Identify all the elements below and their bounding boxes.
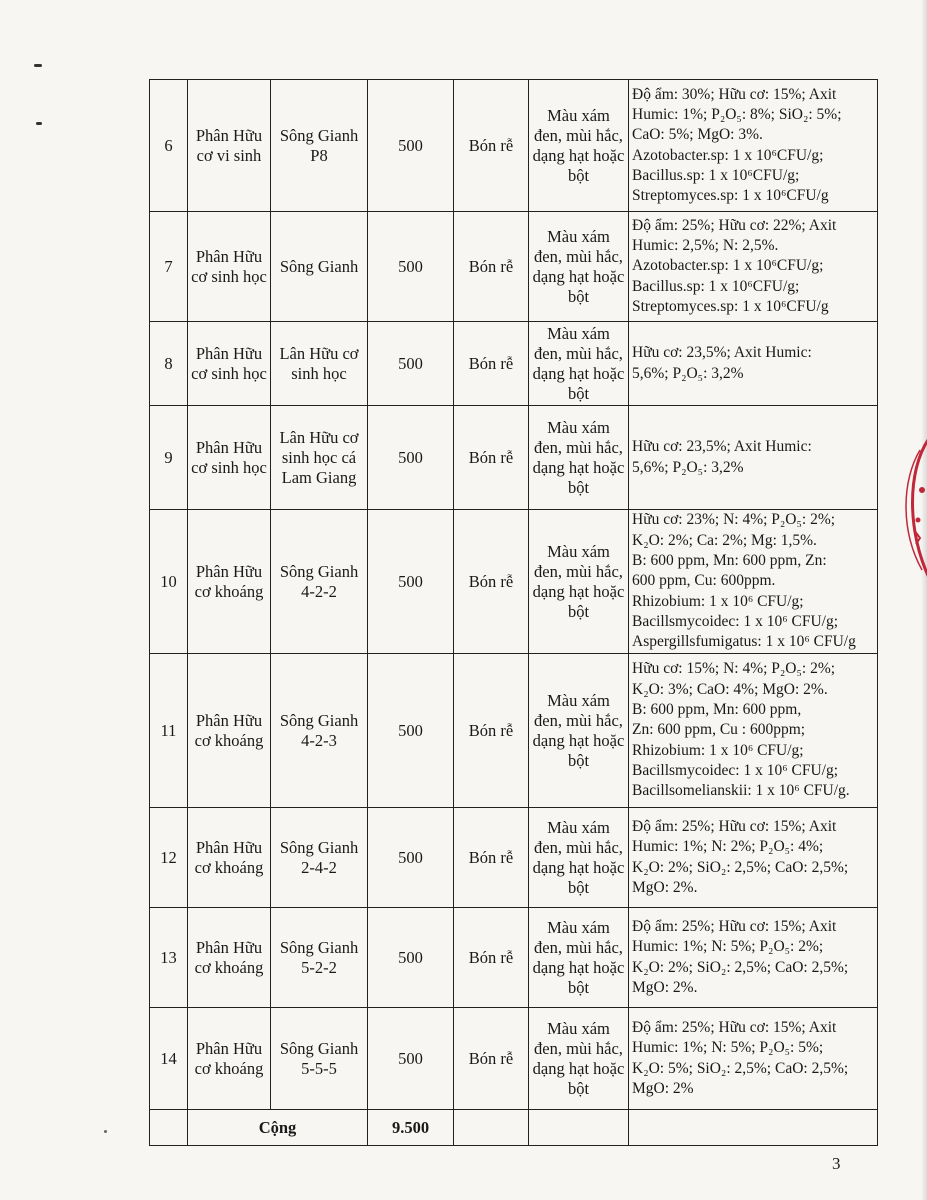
usage-method: Bón rễ	[454, 510, 529, 654]
spec-line: Streptomyces.sp: 1 x 10⁶CFU/g	[632, 297, 829, 315]
usage-method: Bón rễ	[454, 1008, 529, 1110]
fertilizer-type: Phân Hữu cơ khoáng	[188, 1008, 271, 1110]
quantity: 500	[368, 322, 454, 406]
total-label: Cộng	[188, 1110, 368, 1146]
specifications	[629, 808, 878, 908]
table-row	[150, 510, 878, 654]
specifications	[629, 80, 878, 212]
row-number: 8	[150, 322, 188, 406]
usage-method: Bón rễ	[454, 908, 529, 1008]
spec-line: Độ ẩm: 25%; Hữu cơ: 15%; Axit	[632, 817, 837, 835]
quantity: 500	[368, 908, 454, 1008]
spec-line: Humic: 1%; N: 2%; P₂O₅: 4%;	[632, 838, 824, 856]
table-body	[150, 80, 878, 1146]
appearance: Màu xám đen, mùi hắc, dạng hạt hoặc bột	[529, 1008, 629, 1110]
product-name: Sông Gianh 2-4-2	[271, 808, 368, 908]
appearance: Màu xám đen, mùi hắc, dạng hạt hoặc bột	[529, 654, 629, 808]
appearance: Màu xám đen, mùi hắc, dạng hạt hoặc bột	[529, 212, 629, 322]
spec-line: Độ ẩm: 25%; Hữu cơ: 22%; Axit	[632, 216, 837, 234]
spec-line: Humic: 1%; N: 5%; P₂O₅: 5%;	[632, 1039, 824, 1057]
spec-line: Streptomyces.sp: 1 x 10⁶CFU/g	[632, 187, 829, 205]
spec-line: Bacillsmycoidec: 1 x 10⁶ CFU/g;	[632, 612, 839, 630]
appearance: Màu xám đen, mùi hắc, dạng hạt hoặc bột	[529, 80, 629, 212]
spec-line: MgO: 2%.	[632, 878, 698, 896]
appearance: Màu xám đen, mùi hắc, dạng hạt hoặc bột	[529, 510, 629, 654]
product-name: Sông Gianh	[271, 212, 368, 322]
appearance: Màu xám đen, mùi hắc, dạng hạt hoặc bột	[529, 322, 629, 406]
table-row	[150, 1008, 878, 1110]
product-name: Sông Gianh 4-2-3	[271, 654, 368, 808]
product-name: Sông Gianh 5-2-2	[271, 908, 368, 1008]
spec-line: Rhizobium: 1 x 10⁶ CFU/g;	[632, 741, 804, 759]
usage-method: Bón rễ	[454, 80, 529, 212]
fertilizer-type: Phân Hữu cơ khoáng	[188, 808, 271, 908]
total-row	[150, 1110, 878, 1146]
product-name: Lân Hữu cơ sinh học	[271, 322, 368, 406]
row-number: 12	[150, 808, 188, 908]
fertilizer-type: Phân Hữu cơ sinh học	[188, 406, 271, 510]
specifications	[629, 1008, 878, 1110]
product-name: Sông Gianh P8	[271, 80, 368, 212]
row-number: 14	[150, 1008, 188, 1110]
table-row	[150, 80, 878, 212]
fertilizer-type: Phân Hữu cơ khoáng	[188, 908, 271, 1008]
spec-line: B: 600 ppm, Mn: 600 ppm,	[632, 701, 802, 719]
fertilizer-table	[149, 79, 878, 1146]
product-name: Sông Gianh 5-5-5	[271, 1008, 368, 1110]
spec-line: B: 600 ppm, Mn: 600 ppm, Zn:	[632, 552, 827, 570]
specifications	[629, 654, 878, 808]
empty-cell	[454, 1110, 529, 1146]
spec-line: Hữu cơ: 23,5%; Axit Humic:	[632, 438, 812, 456]
quantity: 500	[368, 510, 454, 654]
quantity: 500	[368, 1008, 454, 1110]
row-number: 7	[150, 212, 188, 322]
appearance: Màu xám đen, mùi hắc, dạng hạt hoặc bột	[529, 406, 629, 510]
usage-method: Bón rễ	[454, 808, 529, 908]
spec-line: K₂O: 2%; SiO₂: 2,5%; CaO: 2,5%;	[632, 858, 849, 876]
spec-line: MgO: 2%	[632, 1079, 694, 1097]
fertilizer-type: Phân Hữu cơ sinh học	[188, 322, 271, 406]
spec-line: CaO: 5%; MgO: 3%.	[632, 126, 763, 144]
table-row	[150, 406, 878, 510]
quantity: 500	[368, 212, 454, 322]
usage-method: Bón rễ	[454, 406, 529, 510]
product-name: Sông Gianh 4-2-2	[271, 510, 368, 654]
row-number: 9	[150, 406, 188, 510]
table-row	[150, 808, 878, 908]
quantity: 500	[368, 80, 454, 212]
spec-line: Bacillsomelianskii: 1 x 10⁶ CFU/g.	[632, 782, 850, 800]
spec-line: Zn: 600 ppm, Cu : 600ppm;	[632, 721, 806, 739]
spec-line: 5,6%; P₂O₅: 3,2%	[632, 458, 744, 476]
spec-line: K₂O: 5%; SiO₂: 2,5%; CaO: 2,5%;	[632, 1059, 849, 1077]
spec-line: Hữu cơ: 23%; N: 4%; P₂O₅: 2%;	[632, 511, 836, 529]
margin-mark	[34, 64, 42, 67]
spec-line: Bacillsmycoidec: 1 x 10⁶ CFU/g;	[632, 761, 839, 779]
spec-line: Độ ẩm: 25%; Hữu cơ: 15%; Axit	[632, 917, 837, 935]
table-row	[150, 212, 878, 322]
spec-line: Aspergillsfumigatus: 1 x 10⁶ CFU/g	[632, 633, 856, 651]
quantity: 500	[368, 654, 454, 808]
usage-method: Bón rễ	[454, 322, 529, 406]
specifications	[629, 510, 878, 654]
spec-line: Humic: 1%; P₂O₅: 8%; SiO₂: 5%;	[632, 105, 842, 123]
empty-cell	[150, 1110, 188, 1146]
table-row	[150, 654, 878, 808]
specifications	[629, 212, 878, 322]
row-number: 13	[150, 908, 188, 1008]
product-name: Lân Hữu cơ sinh học cá Lam Giang	[271, 406, 368, 510]
spec-line: Hữu cơ: 23,5%; Axit Humic:	[632, 344, 812, 362]
spec-line: Humic: 2,5%; N: 2,5%.	[632, 237, 779, 255]
spec-line: Bacillus.sp: 1 x 10⁶CFU/g;	[632, 166, 800, 184]
fertilizer-type: Phân Hữu cơ vi sinh	[188, 80, 271, 212]
specifications	[629, 908, 878, 1008]
margin-mark	[36, 122, 42, 125]
quantity: 500	[368, 406, 454, 510]
row-number: 10	[150, 510, 188, 654]
spec-line: K₂O: 2%; Ca: 2%; Mg: 1,5%.	[632, 531, 817, 549]
spec-line: 5,6%; P₂O₅: 3,2%	[632, 364, 744, 382]
fertilizer-type: Phân Hữu cơ sinh học	[188, 212, 271, 322]
spec-line: MgO: 2%.	[632, 978, 698, 996]
row-number: 6	[150, 80, 188, 212]
red-stamp-fragment	[900, 430, 927, 590]
usage-method: Bón rễ	[454, 212, 529, 322]
spec-line: K₂O: 2%; SiO₂: 2,5%; CaO: 2,5%;	[632, 958, 849, 976]
spec-line: Rhizobium: 1 x 10⁶ CFU/g;	[632, 592, 804, 610]
spec-line: Azotobacter.sp: 1 x 10⁶CFU/g;	[632, 146, 824, 164]
specifications	[629, 322, 878, 406]
appearance: Màu xám đen, mùi hắc, dạng hạt hoặc bột	[529, 908, 629, 1008]
table-row	[150, 908, 878, 1008]
spec-line: Hữu cơ: 15%; N: 4%; P₂O₅: 2%;	[632, 660, 836, 678]
quantity: 500	[368, 808, 454, 908]
spec-line: Bacillus.sp: 1 x 10⁶CFU/g;	[632, 277, 800, 295]
empty-cell	[629, 1110, 878, 1146]
margin-mark	[104, 1130, 107, 1133]
appearance: Màu xám đen, mùi hắc, dạng hạt hoặc bột	[529, 808, 629, 908]
spec-line: K₂O: 3%; CaO: 4%; MgO: 2%.	[632, 680, 828, 698]
spec-line: 600 ppm, Cu: 600ppm.	[632, 572, 776, 590]
usage-method: Bón rễ	[454, 654, 529, 808]
fertilizer-type: Phân Hữu cơ khoáng	[188, 510, 271, 654]
spec-line: Humic: 1%; N: 5%; P₂O₅: 2%;	[632, 938, 824, 956]
empty-cell	[529, 1110, 629, 1146]
page-number: 3	[832, 1154, 841, 1173]
row-number: 11	[150, 654, 188, 808]
spec-line: Độ ẩm: 25%; Hữu cơ: 15%; Axit	[632, 1018, 837, 1036]
page-edge	[921, 0, 927, 1200]
table-row	[150, 322, 878, 406]
specifications	[629, 406, 878, 510]
spec-line: Độ ẩm: 30%; Hữu cơ: 15%; Axit	[632, 85, 837, 103]
spec-line: Azotobacter.sp: 1 x 10⁶CFU/g;	[632, 257, 824, 275]
total-value: 9.500	[368, 1110, 454, 1146]
fertilizer-type: Phân Hữu cơ khoáng	[188, 654, 271, 808]
